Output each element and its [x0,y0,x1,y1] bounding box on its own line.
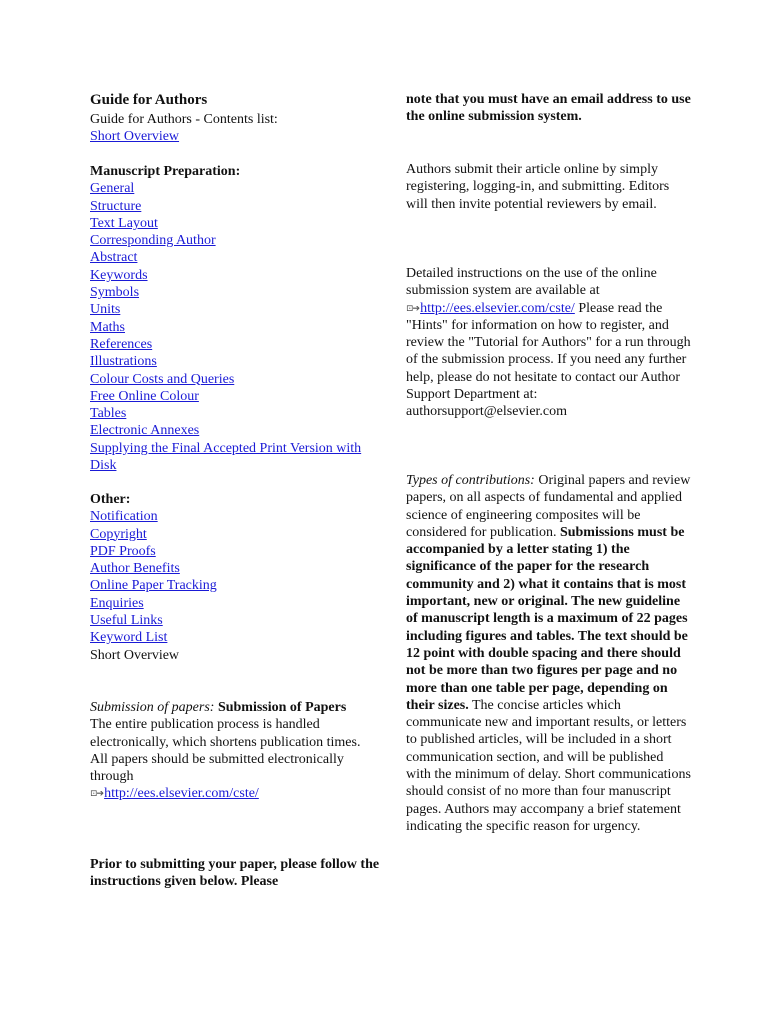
link-abstract[interactable]: Abstract [90,250,138,266]
contents-block [90,111,380,146]
external-link-icon: ⊡➔ [90,788,104,799]
link-author-benefits[interactable]: Author Benefits [90,561,180,577]
short-overview-text: Short Overview [90,647,180,663]
prior-block [90,856,380,891]
email-note: note that you must have an email address to use the online submission system. [406,92,691,125]
detailed-instructions-block [406,265,691,421]
link-notification[interactable]: Notification [90,509,158,525]
detailed-rest: Please read the "Hints" for information on how to register, and review the "Tutorial for Authors" for a run through of the submission process. If you need any further help, please do not hesitate to contact our Author Support Department at: authorsupport@elsevier.com [406,300,691,420]
external-link-icon: ⊡➔ [406,302,420,313]
authors-submit-text: Authors submit their article online by simply registering, logging-in, and submitting. Editors will then invite potential reviewers by email. [406,162,670,212]
other-heading: Other: [90,492,131,507]
link-maths[interactable]: Maths [90,319,125,335]
link-corresponding-author[interactable]: Corresponding Author [90,233,216,249]
submission-label: Submission of papers: [90,700,215,715]
link-units[interactable]: Units [90,302,121,318]
link-enquiries[interactable]: Enquiries [90,595,144,611]
submission-url-link[interactable]: http://ees.elsevier.com/cste/ [104,786,259,802]
short-overview-link[interactable]: Short Overview [90,129,180,145]
email-note-block [406,91,691,126]
link-supplying-final-version[interactable]: Supplying the Final Accepted Print Version with Disk [90,440,362,474]
link-useful-links[interactable]: Useful Links [90,613,163,629]
link-copyright[interactable]: Copyright [90,526,147,542]
submission-heading: Submission of Papers [217,700,347,715]
types-block [406,472,691,835]
detailed-instructions-text [406,265,691,421]
contents-label: Guide for Authors - Contents list: [90,112,278,127]
manuscript-heading: Manuscript Preparation: [90,164,241,179]
types-paragraph [406,472,691,835]
link-free-online-colour[interactable]: Free Online Colour [90,388,199,404]
submission-block [90,699,380,803]
link-text-layout[interactable]: Text Layout [90,215,158,231]
link-online-paper-tracking[interactable]: Online Paper Tracking [90,578,217,594]
detailed-url-link[interactable]: http://ees.elsevier.com/cste/ [420,300,575,316]
link-symbols[interactable]: Symbols [90,285,140,301]
types-label: Types of contributions: [406,473,535,488]
submission-text: The entire publication process is handled electronically, which shortens publication times. All papers should be submitted electronically through [90,717,361,785]
link-structure[interactable]: Structure [90,198,142,214]
detailed-intro: Detailed instructions on the use of the online submission system are available at [406,266,657,299]
link-electronic-annexes[interactable]: Electronic Annexes [90,423,200,439]
prior-text: Prior to submitting your paper, please follow the instructions given below. Please [90,857,380,890]
link-references[interactable]: References [90,336,153,352]
link-keywords[interactable]: Keywords [90,267,148,283]
manuscript-preparation-list [90,163,380,474]
link-pdf-proofs[interactable]: PDF Proofs [90,543,156,559]
link-tables[interactable]: Tables [90,406,127,422]
authors-submit-block [406,161,691,213]
link-colour-costs[interactable]: Colour Costs and Queries [90,371,235,387]
other-list [90,491,380,664]
link-keyword-list[interactable]: Keyword List [90,630,168,646]
types-text-2: The concise articles which communicate new and important results, or letters to published articles, will be included in a short communication section, and will be published with the minimum of delay. Short communications should consist of no more than four manuscript pages. Authors may accompany a brief statement indicating the specific reason for urgency. [406,697,691,834]
link-general[interactable]: General [90,181,135,197]
link-illustrations[interactable]: Illustrations [90,354,157,370]
page-title: Guide for Authors [90,92,208,108]
submission-url-line [90,785,380,802]
types-text-1: Original papers and review papers, on all aspects of fundamental and applied science of engineering composites will be considered for publication. [406,473,691,540]
types-bold-text: Submissions must be accompanied by a letter stating 1) the significance of the paper for the research community and 2) what it contains that is most important, new or original. The new guideline of manuscript length is a maximum of 22 pages including figures and tables. The text should be 12 point with double spacing and there should not be more than two figures per page and no more than one table per page, depending on their sizes. [406,524,688,713]
submission-paragraph [90,699,380,716]
